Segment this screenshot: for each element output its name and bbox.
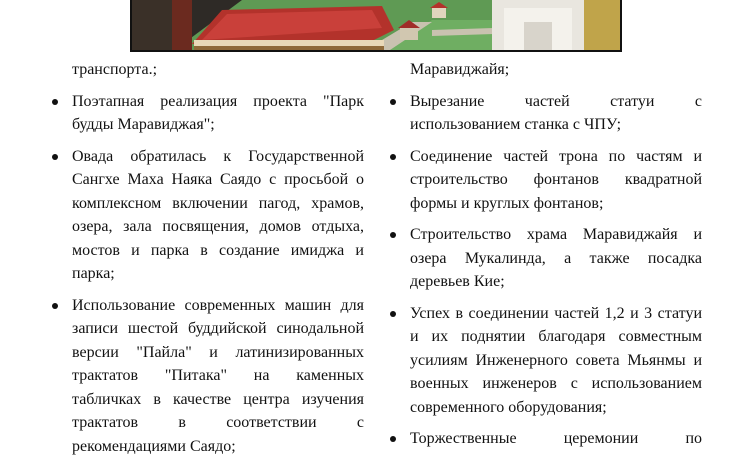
list-item: Использование современных машин для записи шестой буддийской синодальной версии "Пайла" и латинизированных трактатов "Питака" на каменных табличках в качестве центра изучения трактатов в соответствии с рекомендациями Саядо; (72, 294, 364, 459)
bullet-icon (390, 99, 396, 105)
model-photo (130, 0, 622, 52)
bullet-icon (52, 154, 58, 160)
bullet-icon (390, 311, 396, 317)
right-bullet-list (410, 90, 702, 451)
bullet-icon (52, 99, 58, 105)
list-item: Поэтапная реализация проекта "Парк будды Маравиджая"; (72, 90, 364, 137)
bullet-icon (390, 436, 396, 442)
bullet-icon (390, 154, 396, 160)
list-item: Торжественные церемонии по (410, 427, 702, 451)
left-bullet-list (72, 90, 364, 459)
list-item: Строительство храма Маравиджайя и озера Мукалинда, а также посадка деревьев Кие; (410, 223, 702, 294)
right-column (410, 58, 702, 459)
list-item: Вырезание частей статуи с использованием станка с ЧПУ; (410, 90, 702, 137)
right-continuation-text: Маравиджайя; (410, 61, 510, 78)
temple-model-image (132, 0, 620, 52)
list-item: Успех в соединении частей 1,2 и 3 статуи и их поднятии благодаря совместным усилиям Инженерного совета Мьянмы и военных инженеров с использованием современного оборудования; (410, 302, 702, 420)
bullet-icon (52, 303, 58, 309)
list-item: Овада обратилась к Государственной Сангхе Маха Наяка Саядо с просьбой о комплексном включении пагод, храмов, озера, зала посвящения, домов отдыха, мостов и парка в создание имиджа и парка; (72, 145, 364, 286)
bullet-icon (390, 232, 396, 238)
list-item: Соединение частей трона по частям и строительство фонтанов квадратной формы и круглых фонтанов; (410, 145, 702, 216)
left-continuation-text: транспорта.; (72, 61, 158, 78)
left-column (72, 58, 364, 466)
